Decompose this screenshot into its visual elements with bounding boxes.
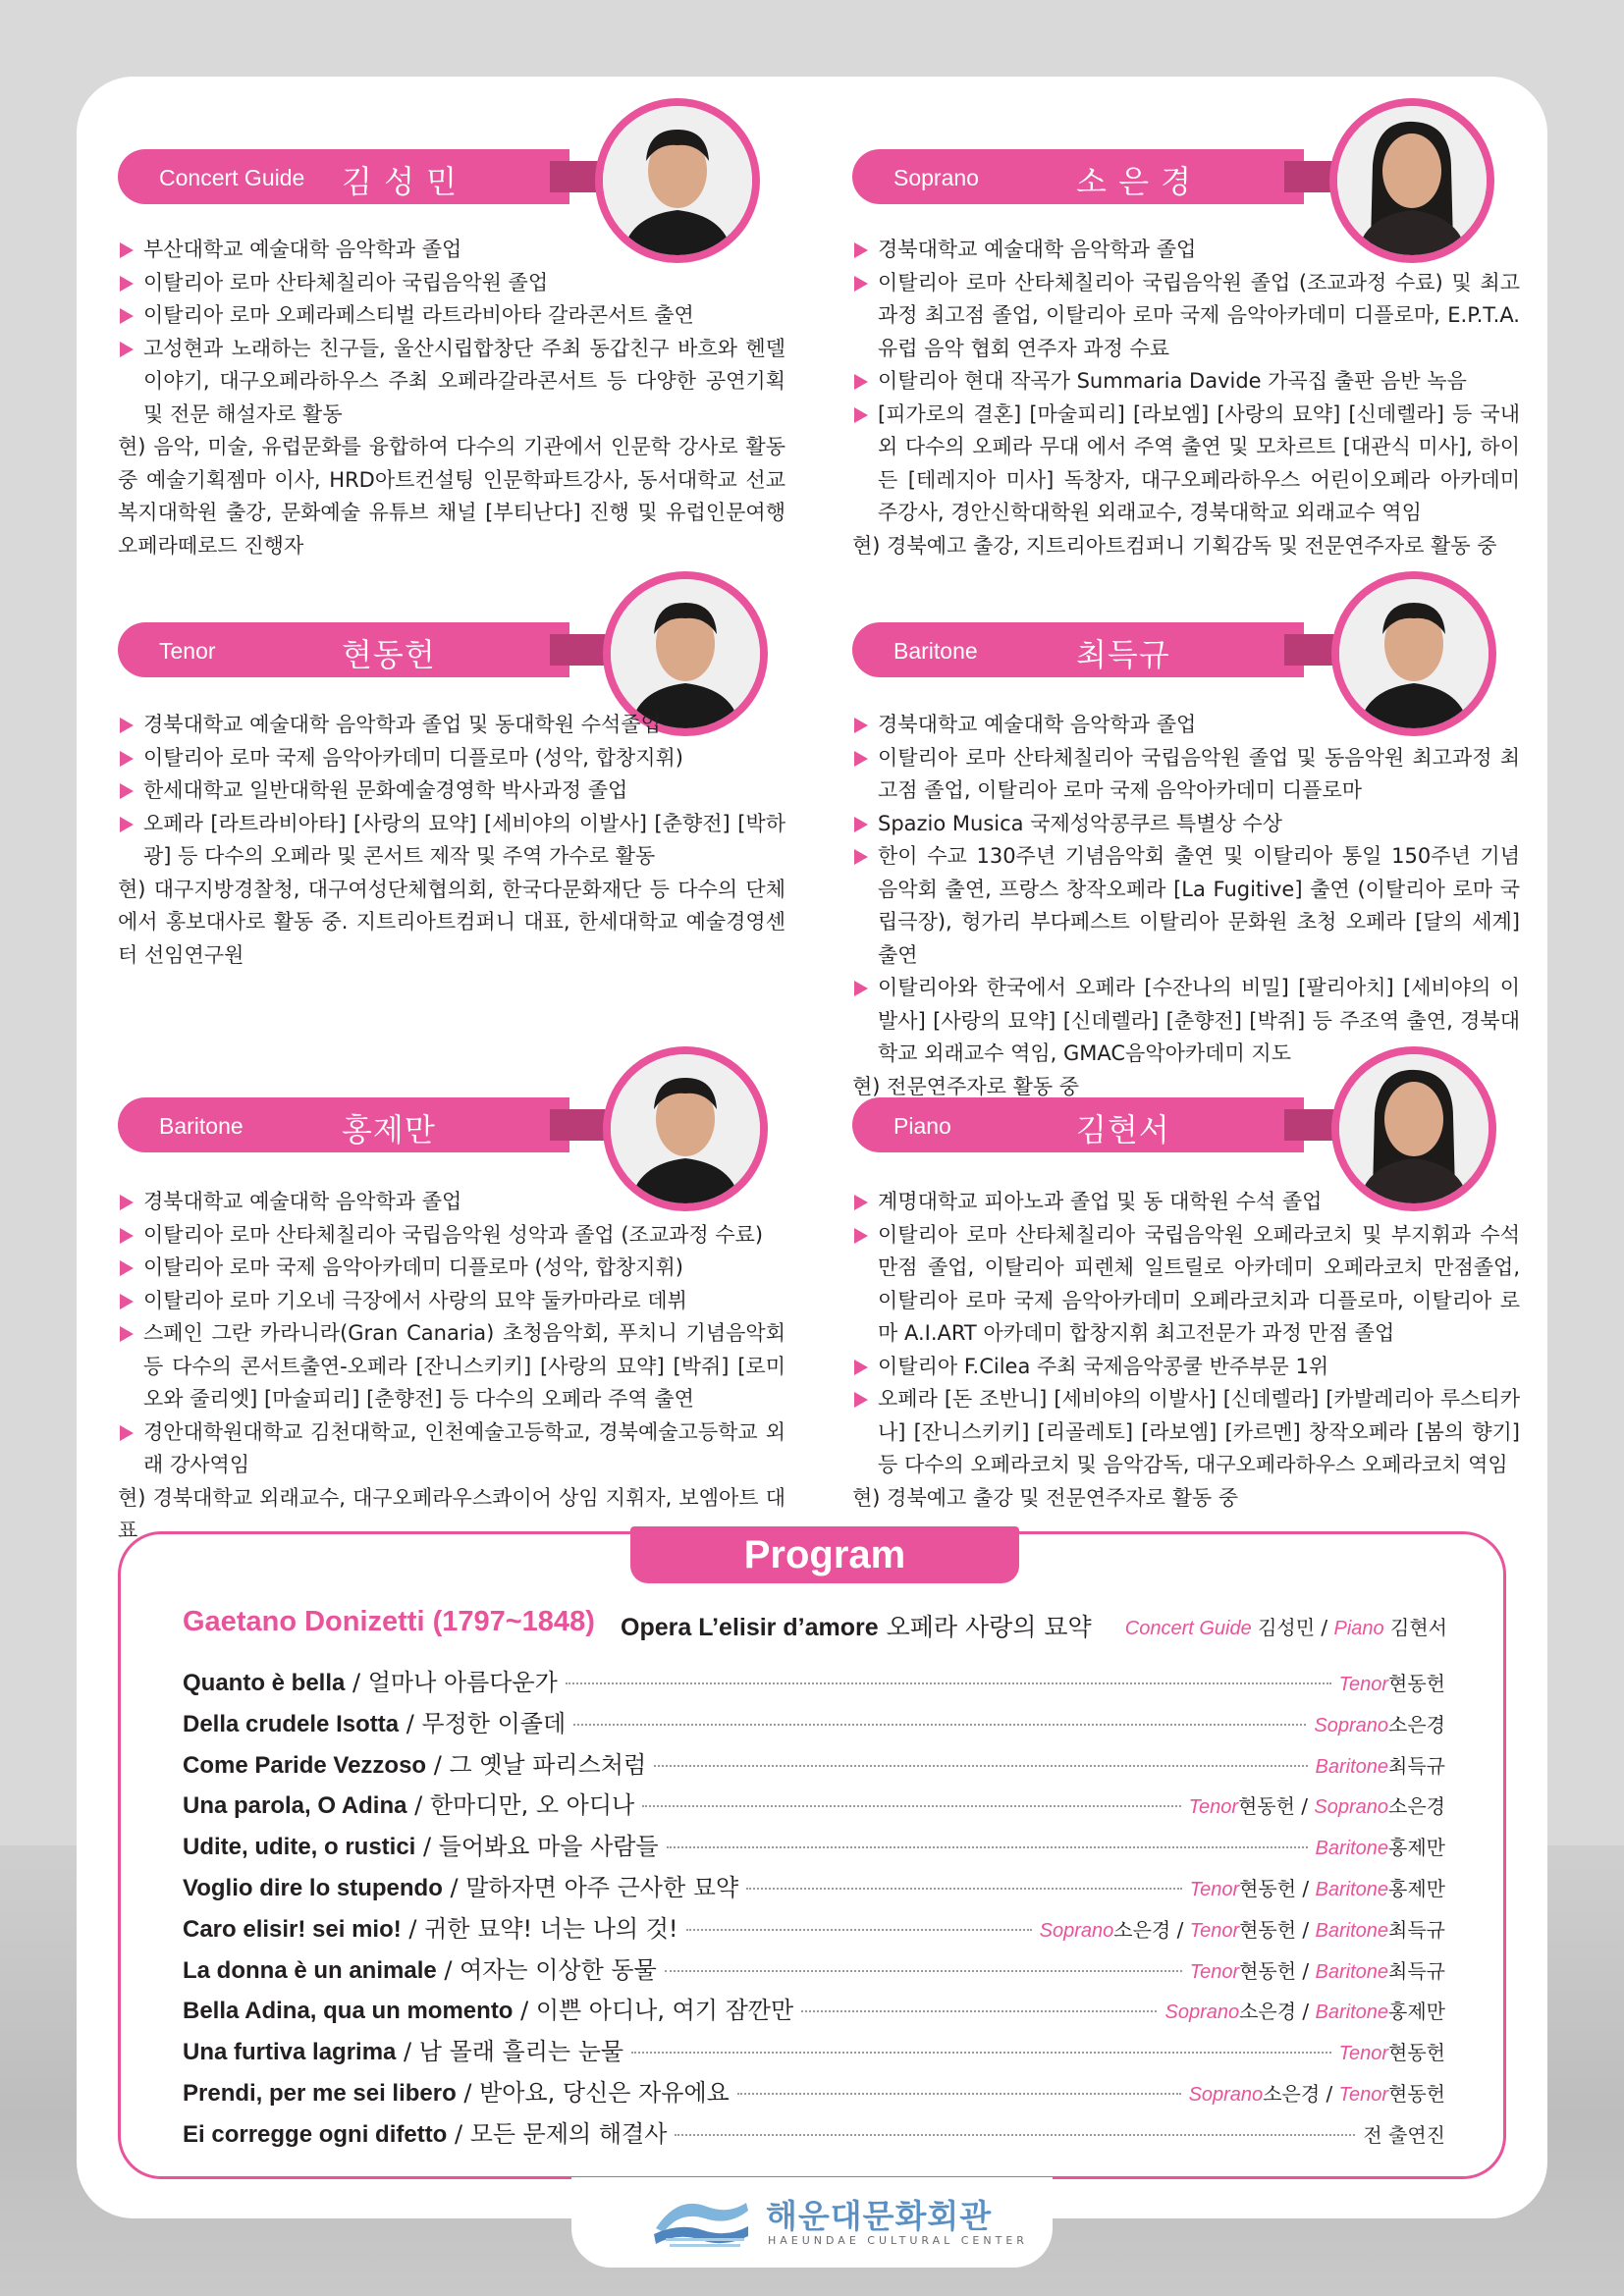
program-piece <box>183 2114 667 2149</box>
bio-item: 경북대학교 예술대학 음악학과 졸업 <box>852 234 1520 267</box>
performer-role: Baritone <box>1315 2002 1389 2024</box>
piece-title-ko: 이쁜 아디나, 여기 잠깐만 <box>535 1997 794 2025</box>
role-label: Baritone <box>159 1113 244 1139</box>
performer-name: 최득규 <box>1388 1753 1445 1778</box>
piece-title-ko: 그 옛날 파리스처럼 <box>449 1750 647 1779</box>
program-row <box>183 1786 1445 1827</box>
bio-item: 이탈리아 로마 산타체칠리아 국립음악원 졸업 및 동음악원 최고과정 최고점 졸업, 이탈리아 로마 국제 음악아카데미 디플로마 <box>852 742 1520 808</box>
performer-role: Soprano <box>1314 1714 1389 1736</box>
piece-performers <box>1339 2037 1445 2065</box>
bio-item: Spazio Musica 국제성악콩쿠르 특별상 수상 <box>852 808 1520 841</box>
current-text: 음악, 미술, 유럽문화를 융합하여 다수의 기관에서 인문학 강사로 활동 중 예술기획젬마 이사, HRD아트컨설팅 인문학파트강사, 동서대학교 선교복지대학원 출강, 문화예술 유튜브 채널 [부티난다] 진행 및 유럽인문여행 오페라떼로드 진행자 <box>118 435 785 558</box>
program-row <box>183 1868 1445 1909</box>
program-piece <box>183 1909 678 1944</box>
program-row <box>183 2073 1445 2114</box>
venue-logo <box>650 2189 1028 2258</box>
bio-current <box>118 874 785 973</box>
piece-separator: / <box>436 1955 460 1984</box>
performer-name: 최득규 <box>1388 1917 1445 1942</box>
bio-item: 경북대학교 예술대학 음악학과 졸업 <box>118 1186 785 1219</box>
current-text: 전문연주자로 활동 중 <box>887 1074 1080 1098</box>
performer-separator: / <box>1320 2081 1339 2106</box>
current-prefix: 현) <box>852 533 881 558</box>
piece-title: Della crudele Isotta <box>183 1710 400 1737</box>
bio-item: 이탈리아와 한국에서 오페라 [수잔나의 비밀] [팔리아치] [세비야의 이발사] [사랑의 묘약] [신데렐라] [춘향전] [박쥐] 등 주조역 출연, 경북대학교 외래교수 역임, GMAC음악아카데미 지도 <box>852 972 1520 1071</box>
program-row <box>183 1745 1445 1787</box>
piece-title: Una furtiva lagrima <box>183 2039 397 2066</box>
performer-separator: / <box>1296 2000 1316 2024</box>
piece-title-ko: 귀한 묘약! 너는 나의 것! <box>424 1914 678 1943</box>
bio-item: 경북대학교 예술대학 음악학과 졸업 <box>852 709 1520 742</box>
current-text: 경북예고 출강 및 전문연주자로 활동 중 <box>887 1485 1239 1510</box>
performer-name: 현동헌 <box>1239 1876 1297 1900</box>
performer-separator: / <box>1296 1917 1316 1942</box>
piece-separator: / <box>406 1791 430 1820</box>
performer-name: 소은경 <box>1239 2000 1297 2024</box>
program-row <box>183 1991 1445 2032</box>
performer-role: Tenor <box>1338 2083 1389 2106</box>
bio-item: 부산대학교 예술대학 음악학과 졸업 <box>118 234 785 267</box>
portrait-icon <box>611 1054 760 1203</box>
performer-name: 홍제만 <box>1388 1836 1445 1860</box>
piece-separator: / <box>442 1873 466 1901</box>
role-label: Piano <box>893 1113 951 1139</box>
performer-name: 현동헌 <box>1239 1917 1297 1942</box>
piece-title-ko: 한마디만, 오 아디나 <box>429 1791 635 1820</box>
current-prefix: 현) <box>852 1074 881 1098</box>
performer-role: Baritone <box>1315 1838 1389 1860</box>
performer-name: 김 성 민 <box>342 163 459 200</box>
program-piece <box>183 1868 738 1902</box>
bio-item: 고성현과 노래하는 친구들, 울산시립합창단 주최 동갑친구 바흐와 헨델 이야기, 대구오페라하우스 주최 오페라갈라콘서트 등 다양한 공연기획 및 전문 해설자로 활동 <box>118 333 785 432</box>
piece-separator: / <box>396 2038 419 2066</box>
dot-leader <box>642 1805 1180 1807</box>
program-piece <box>183 1745 646 1780</box>
portrait-icon <box>611 579 760 728</box>
performer-name: 홍제만 <box>1388 2000 1445 2024</box>
role-label: Soprano <box>893 165 979 190</box>
performer-role: Soprano <box>1314 1796 1389 1819</box>
bio-list <box>118 1186 785 1548</box>
bio-item: 한세대학교 일반대학원 문화예술경영학 박사과정 졸업 <box>118 774 785 808</box>
piece-title-ko: 얼마나 아름다운가 <box>367 1669 558 1696</box>
program-row <box>183 2032 1445 2073</box>
program-piece <box>183 2073 730 2108</box>
performer-role: Tenor <box>1189 1960 1240 1983</box>
opera-title-ko: 오페라 사랑의 묘약 <box>886 1613 1092 1641</box>
bio-list <box>852 1186 1520 1515</box>
current-prefix: 현) <box>118 435 146 458</box>
venue-logo-icon <box>650 2189 752 2254</box>
current-text: 경북예고 출강, 지트리아트컴퍼니 기획감독 및 전문연주자로 활동 중 <box>887 533 1497 558</box>
performer-role: Baritone <box>1315 1755 1389 1778</box>
piece-separator: / <box>426 1750 450 1779</box>
dot-leader <box>746 1888 1182 1890</box>
bio-item: 한이 수교 130주년 기념음악회 출연 및 이탈리아 통일 150주년 기념 음악회 출연, 프랑스 창작오페라 [La Fugitive] 출연 (이탈리아 로마 국립극장), 헝가리 부다페스트 이탈리아 문화원 초청 오페라 [달의 세계] 출연 <box>852 840 1520 972</box>
performer-role: Baritone <box>1315 1960 1389 1983</box>
piece-title: Voglio dire lo stupendo <box>183 1874 443 1901</box>
piece-title: Caro elisir! sei mio! <box>183 1915 402 1943</box>
program-list <box>183 1663 1445 2156</box>
guide-role: Concert Guide <box>1124 1618 1252 1639</box>
piece-title: Una parola, O Adina <box>183 1792 407 1820</box>
program-piece <box>183 1786 634 1820</box>
performer-role: Tenor <box>1189 1878 1240 1900</box>
performer-name: 소은경 <box>1263 2081 1321 2106</box>
program-row <box>183 1827 1445 1868</box>
current-prefix: 현) <box>852 1485 881 1510</box>
bio-item: 이탈리아 로마 기오네 극장에서 사랑의 묘약 둘카마라로 데뷔 <box>118 1285 785 1318</box>
dot-leader <box>573 1724 1306 1726</box>
performer-role: Soprano <box>1164 2002 1240 2024</box>
bio-list <box>118 709 785 972</box>
performer-separator: / <box>1296 1876 1316 1900</box>
venue-logo-title: 해운대문화회관 <box>766 2197 993 2235</box>
performer-role: Tenor <box>1338 2043 1389 2065</box>
program-title: Program <box>630 1526 1019 1583</box>
piece-title: Come Paride Vezzoso <box>183 1751 427 1779</box>
guide-name: 김성민 <box>1258 1616 1316 1639</box>
performer-role: Baritone <box>1315 1878 1389 1900</box>
bio-item: 경북대학교 예술대학 음악학과 졸업 및 동대학원 수석졸업 <box>118 709 785 742</box>
guide-separator: / <box>1321 1616 1334 1639</box>
dot-leader <box>801 2010 1157 2012</box>
performer-name: 전 출연진 <box>1363 2122 1445 2147</box>
piece-title-ko: 남 몰래 흘리는 눈물 <box>418 2038 624 2066</box>
performer-name: 현동헌 <box>342 636 436 673</box>
piano-role: Piano <box>1333 1618 1384 1639</box>
piece-title-ko: 여자는 이상한 동물 <box>460 1955 657 1984</box>
composer-name: Gaetano Donizetti (1797~1848) <box>183 1606 595 1637</box>
piece-performers <box>1314 1709 1445 1737</box>
piece-performers <box>1040 1914 1445 1943</box>
performer-role: Soprano <box>1039 1919 1114 1942</box>
dot-leader <box>686 1929 1032 1931</box>
performer-role: Baritone <box>1315 1919 1389 1942</box>
piece-title: Bella Adina, qua un momento <box>183 1998 514 2025</box>
piece-title-ko: 모든 문제의 해결사 <box>469 2119 668 2148</box>
program-piece <box>183 1827 659 1861</box>
current-text: 경북대학교 외래교수, 대구오페라우스콰이어 상임 지휘자, 보엠아트 대표 <box>118 1485 785 1542</box>
performer-name: 김현서 <box>1076 1111 1170 1148</box>
piece-title-ko: 말하자면 아주 근사한 묘약 <box>465 1873 739 1901</box>
dot-leader <box>737 2093 1181 2095</box>
bio-item: 이탈리아 현대 작곡가 Summaria Davide 가곡집 출판 음반 녹음 <box>852 365 1520 399</box>
program-piece <box>183 1991 793 2025</box>
performer-role: Tenor <box>1338 1674 1389 1695</box>
performer-name: 홍제만 <box>1388 1876 1445 1900</box>
opera-title-en: Opera L’elisir d’amore <box>621 1614 879 1641</box>
piece-separator: / <box>401 1914 425 1943</box>
performer-separator: / <box>1296 1958 1316 1983</box>
bio-item: 이탈리아 로마 산타체칠리아 국립음악원 오페라코치 및 부지휘과 수석 만점 졸업, 이탈리아 피렌체 일트릴로 아카데미 오페라코치 만점졸업, 이탈리아 로마 국제 음악아카데미 오페라코치과 디플로마, 이탈리아 로마 A.I.ART 아카데미 합창지휘 최고전문가 과정 만점 졸업 <box>852 1219 1520 1351</box>
piece-title: La donna è un animale <box>183 1956 437 1984</box>
program-guide <box>1125 1612 1447 1640</box>
bio-item: [피가로의 결혼] [마술피리] [라보엠] [사랑의 묘약] [신데렐라] 등 국내외 다수의 오페라 무대 에서 주역 출연 및 모차르트 [대관식 미사], 하이든 [테레지아 미사] 독창자, 대구오페라하우스 어린이오페라 아카데미 주강사, 경안신학대학원 외래교수, 경북대학교 외래교수 역임 <box>852 399 1520 530</box>
bio-item: 이탈리아 로마 국제 음악아카데미 디플로마 (성악, 합창지휘) <box>118 1252 785 1285</box>
bio-item: 경안대학원대학교 김천대학교, 인천예술고등학교, 경북예술고등학교 외래 강사역임 <box>118 1416 785 1482</box>
bio-current <box>852 530 1520 563</box>
piece-title-ko: 받아요, 당신은 자유에요 <box>479 2078 730 2107</box>
piano-name: 김현서 <box>1390 1616 1447 1639</box>
bio-item: 이탈리아 로마 산타체칠리아 국립음악원 성악과 졸업 (조교과정 수료) <box>118 1219 785 1253</box>
piece-separator: / <box>447 2119 470 2148</box>
piece-title-ko: 무정한 이졸데 <box>421 1709 567 1737</box>
bio-item: 이탈리아 로마 산타체칠리아 국립음악원 졸업 (조교과정 수료) 및 최고과정 최고점 졸업, 이탈리아 로마 국제 음악아카데미 디플로마, E.P.T.A. 유럽 음악 협회 연주자 과정 수료 <box>852 267 1520 366</box>
piece-separator: / <box>345 1669 368 1696</box>
bio-item: 이탈리아 로마 산타체칠리아 국립음악원 졸업 <box>118 267 785 300</box>
piece-performers <box>1190 1873 1445 1901</box>
piece-separator: / <box>513 1997 536 2025</box>
piece-separator: / <box>399 1709 422 1737</box>
piece-title-ko: 들어봐요 마을 사람들 <box>438 1833 659 1861</box>
piece-performers <box>1190 1955 1445 1984</box>
program-row <box>183 2114 1445 2156</box>
bio-item: 스페인 그란 카라니라(Gran Canaria) 초청음악회, 푸치니 기념음악회 등 다수의 콘서트출연-오페라 [잔니스키키] [사랑의 묘약] [박쥐] [로미오와 줄리엣] [마술피리] [춘향전] 등 다수의 오페라 주역 출연 <box>118 1317 785 1416</box>
performer-name: 현동헌 <box>1239 1958 1297 1983</box>
performer-name: 소 은 경 <box>1076 163 1193 200</box>
dot-leader <box>675 2134 1355 2136</box>
piece-performers <box>1189 1790 1445 1819</box>
bio-item: 오페라 [라트라비아타] [사랑의 묘약] [세비야의 이발사] [춘향전] [박하광] 등 다수의 오페라 및 콘서트 제작 및 주역 가수로 활동 <box>118 808 785 874</box>
current-prefix: 현) <box>118 877 146 901</box>
performer-name: 최득규 <box>1076 636 1170 673</box>
dot-leader <box>665 1970 1182 1972</box>
dot-leader <box>566 1682 1331 1684</box>
performer-role: Soprano <box>1188 2083 1264 2106</box>
bio-item: 이탈리아 F.Cilea 주최 국제음악콩쿨 반주부문 1위 <box>852 1351 1520 1384</box>
bio-list <box>852 234 1520 562</box>
dot-leader <box>654 1765 1307 1767</box>
piece-title: Udite, udite, o rustici <box>183 1834 416 1861</box>
piece-title: Prendi, per me sei libero <box>183 2079 457 2107</box>
performer-name: 최득규 <box>1388 1958 1445 1983</box>
piece-performers <box>1316 1750 1445 1779</box>
performer-name: 현동헌 <box>1388 2041 1445 2065</box>
dot-leader <box>667 1846 1308 1848</box>
performer-name: 현동헌 <box>1388 1672 1445 1695</box>
role-label: Tenor <box>159 638 216 664</box>
performer-name: 소은경 <box>1113 1917 1171 1942</box>
bio-item: 오페라 [돈 조반니] [세비야의 이발사] [신데렐라] [카발레리아 루스티카나] [잔니스키키] [리골레토] [라보엠] [카르멘] 창작오페라 [봄의 향기] 등 다수의 오페라코치 및 음악감독, 대구오페라하우스 오페라코치 역임 <box>852 1383 1520 1482</box>
piece-separator: / <box>415 1833 439 1861</box>
piece-performers <box>1339 1668 1445 1696</box>
portrait-icon <box>1339 1054 1489 1203</box>
portrait-icon <box>1339 579 1489 728</box>
role-label: Baritone <box>893 638 978 664</box>
dot-leader <box>631 2052 1331 2054</box>
performer-name: 홍제만 <box>342 1111 436 1148</box>
performer-role: Tenor <box>1188 1796 1238 1819</box>
bio-list <box>852 709 1520 1103</box>
piece-performers <box>1189 2078 1445 2107</box>
role-label: Concert Guide <box>159 165 305 190</box>
performer-separator: / <box>1294 1794 1315 1819</box>
piece-title: Ei corregge ogni difetto <box>183 2120 448 2148</box>
bio-current <box>118 431 785 562</box>
program-piece <box>183 1950 657 1985</box>
piece-separator: / <box>456 2078 480 2107</box>
performer-name: 소은경 <box>1388 1712 1445 1736</box>
program-row <box>183 1663 1445 1704</box>
piece-performers <box>1316 1832 1445 1860</box>
venue-logo-subtitle: HAEUNDAE CULTURAL CENTER <box>768 2234 1028 2247</box>
bio-current <box>852 1482 1520 1516</box>
performer-name: 현동헌 <box>1237 1794 1295 1819</box>
program-row <box>183 1950 1445 1992</box>
program-row <box>183 1909 1445 1950</box>
performer-role: Tenor <box>1189 1919 1240 1942</box>
bio-list <box>118 234 785 562</box>
piece-performers <box>1363 2119 1445 2148</box>
program-piece <box>183 1663 558 1697</box>
program-piece <box>183 2032 623 2066</box>
bio-item: 이탈리아 로마 국제 음악아카데미 디플로마 (성악, 합창지휘) <box>118 742 785 775</box>
piece-performers <box>1164 1996 1445 2024</box>
performer-separator: / <box>1170 1917 1190 1942</box>
bio-item: 계명대학교 피아노과 졸업 및 동 대학원 수석 졸업 <box>852 1186 1520 1219</box>
bio-item: 이탈리아 로마 오페라페스티벌 라트라비아타 갈라콘서트 출연 <box>118 299 785 333</box>
piece-title: Quanto è bella <box>183 1670 346 1696</box>
program-row <box>183 1704 1445 1745</box>
performer-name: 현동헌 <box>1388 2081 1445 2106</box>
opera-title <box>621 1608 1092 1643</box>
performer-name: 소은경 <box>1388 1794 1445 1819</box>
current-text: 대구지방경찰청, 대구여성단체협의회, 한국다문화재단 등 다수의 단체 에서 홍보대사로 활동 중. 지트리아트컴퍼니 대표, 한세대학교 예술경영센터 선임연구원 <box>118 877 785 967</box>
current-prefix: 현) <box>118 1485 146 1510</box>
program-piece <box>183 1704 566 1738</box>
